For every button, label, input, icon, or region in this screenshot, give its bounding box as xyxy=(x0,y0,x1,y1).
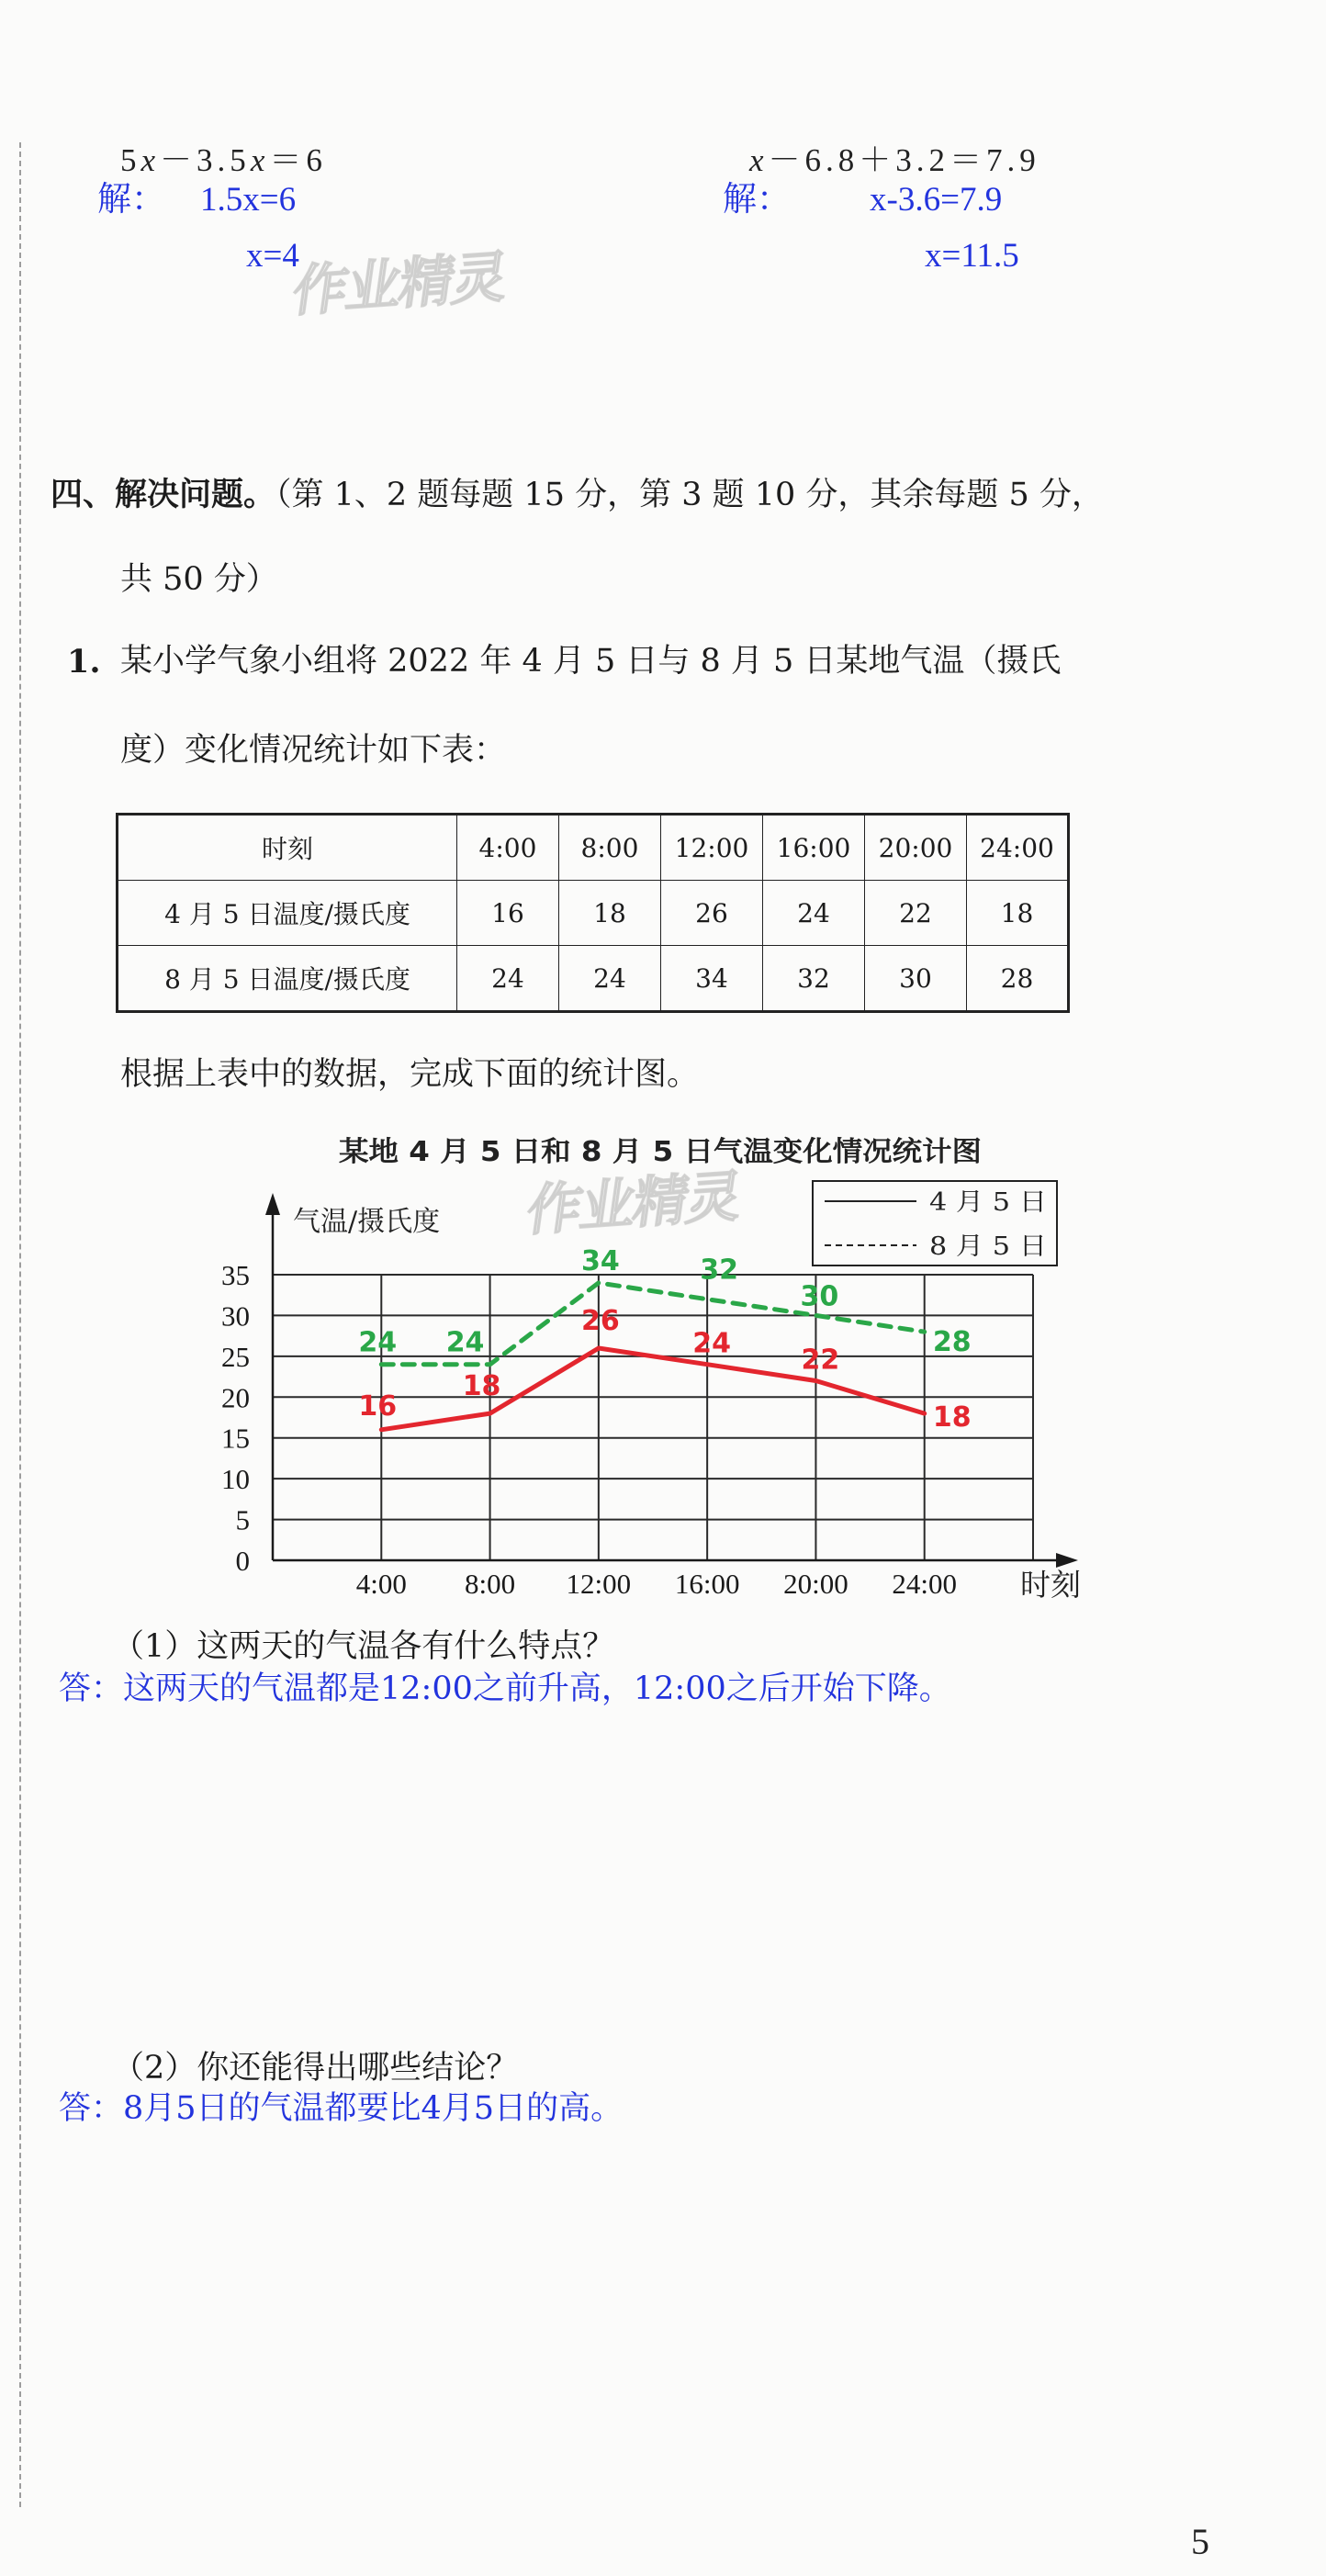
table-cell: 24 xyxy=(559,946,661,1012)
watermark: 作业精灵 xyxy=(288,244,511,325)
y-tick-label: 5 xyxy=(235,1503,250,1536)
y-tick-label: 20 xyxy=(221,1381,250,1414)
y-axis-label: 气温/摄氏度 xyxy=(293,1206,441,1238)
table-header-cell: 20:00 xyxy=(865,815,967,881)
legend-label-series-1: 4 月 5 日 xyxy=(929,1188,1047,1217)
section-heading xyxy=(51,478,1104,512)
data-label: 18 xyxy=(462,1370,501,1403)
y-tick-label: 15 xyxy=(221,1422,250,1455)
data-label: 24 xyxy=(358,1326,398,1359)
table-cell: 28 xyxy=(967,946,1069,1012)
answer-2: 答：8月5日的气温都要比4月5日的高。 xyxy=(59,2090,624,2127)
table-row xyxy=(118,946,1069,1012)
data-label: 30 xyxy=(800,1280,839,1313)
data-label: 24 xyxy=(445,1326,485,1359)
answer-1: 答：这两天的气温都是12:00之前升高，12:00之后开始下降。 xyxy=(59,1670,951,1707)
x-tick-label: 16:00 xyxy=(674,1568,740,1600)
section-note: （第 1、2 题每题 15 分，第 3 题 10 分，其余每题 5 分， xyxy=(275,477,1104,513)
table-row-label: 4 月 5 日温度/摄氏度 xyxy=(118,881,457,946)
temperature-table xyxy=(116,813,1070,1013)
chart-instruction: 根据上表中的数据，完成下面的统计图。 xyxy=(120,1056,700,1093)
legend xyxy=(813,1181,1057,1266)
equation-right-solution-label: 解： xyxy=(723,181,791,219)
y-axis-arrow xyxy=(265,1193,280,1215)
data-label: 26 xyxy=(580,1304,620,1337)
table-header-cell: 16:00 xyxy=(763,815,865,881)
problem-number: 1. xyxy=(67,643,101,681)
equation-left-problem: 5x－3.5x＝6 xyxy=(120,142,327,178)
y-tick-label: 10 xyxy=(221,1463,250,1496)
table-row xyxy=(118,881,1069,946)
table-cell: 18 xyxy=(967,881,1069,946)
section-note-continued: 共 50 分） xyxy=(120,561,278,598)
table-row-label: 8 月 5 日温度/摄氏度 xyxy=(118,946,457,1012)
table-header-row xyxy=(118,815,1069,881)
table-cell: 22 xyxy=(865,881,967,946)
temperature-line-chart xyxy=(0,1125,1326,1621)
legend-label-series-2: 8 月 5 日 xyxy=(929,1232,1047,1261)
x-axis-arrow xyxy=(1056,1553,1078,1568)
question-1: （1）这两天的气温各有什么特点？ xyxy=(112,1628,615,1665)
problem-text-line: 度）变化情况统计如下表： xyxy=(120,732,507,769)
table-cell: 24 xyxy=(763,881,865,946)
table-cell: 30 xyxy=(865,946,967,1012)
data-labels xyxy=(358,1245,971,1434)
x-tick-label: 20:00 xyxy=(783,1568,848,1600)
x-tick-label: 8:00 xyxy=(465,1568,516,1600)
data-label: 32 xyxy=(700,1254,739,1287)
table-cell: 18 xyxy=(559,881,661,946)
table-cell: 32 xyxy=(763,946,865,1012)
chart-title: 某地 4 月 5 日和 8 月 5 日气温变化情况统计图 xyxy=(339,1136,982,1168)
y-tick-label: 35 xyxy=(221,1259,250,1291)
equation-right-answer: x=11.5 xyxy=(925,237,1019,275)
y-tick-label: 30 xyxy=(221,1299,250,1333)
table-cell: 34 xyxy=(661,946,763,1012)
data-label: 18 xyxy=(932,1401,972,1434)
table-cell: 16 xyxy=(457,881,559,946)
question-2: （2）你还能得出哪些结论？ xyxy=(112,2050,519,2087)
y-tick-label: 0 xyxy=(235,1545,250,1577)
x-axis-label: 时刻 xyxy=(1020,1567,1081,1603)
data-label: 24 xyxy=(692,1327,732,1360)
equation-right-problem: x－6.8＋3.2＝7.9 xyxy=(749,142,1040,178)
equation-left-step: 1.5x=6 xyxy=(200,181,297,219)
data-label: 16 xyxy=(358,1389,398,1423)
table-header-cell: 24:00 xyxy=(967,815,1069,881)
table-cell: 26 xyxy=(661,881,763,946)
table-header-cell: 12:00 xyxy=(661,815,763,881)
x-tick-label: 12:00 xyxy=(566,1568,632,1600)
data-label: 28 xyxy=(932,1326,972,1359)
problem-text-line: 某小学气象小组将 2022 年 4 月 5 日与 8 月 5 日某地气温（摄氏 xyxy=(120,643,1062,680)
data-label: 22 xyxy=(801,1344,840,1377)
page-number: 5 xyxy=(1191,2521,1209,2562)
equation-left-answer: x=4 xyxy=(246,237,299,275)
table-header-cell: 8:00 xyxy=(559,815,661,881)
equation-left-solution-label: 解： xyxy=(97,181,165,219)
watermark: 作业精灵 xyxy=(523,1164,745,1244)
data-label: 34 xyxy=(580,1244,620,1277)
table-cell: 24 xyxy=(457,946,559,1012)
table-header-cell: 时刻 xyxy=(118,815,457,881)
y-tick-labels xyxy=(221,1259,250,1577)
x-tick-label: 24:00 xyxy=(892,1568,958,1600)
x-tick-labels xyxy=(356,1568,957,1600)
section-title: 四、解决问题。 xyxy=(51,476,276,513)
equation-right-step: x-3.6=7.9 xyxy=(870,181,1003,219)
x-tick-label: 4:00 xyxy=(355,1568,407,1600)
table-header-cell: 4:00 xyxy=(457,815,559,881)
y-tick-label: 25 xyxy=(221,1340,250,1373)
